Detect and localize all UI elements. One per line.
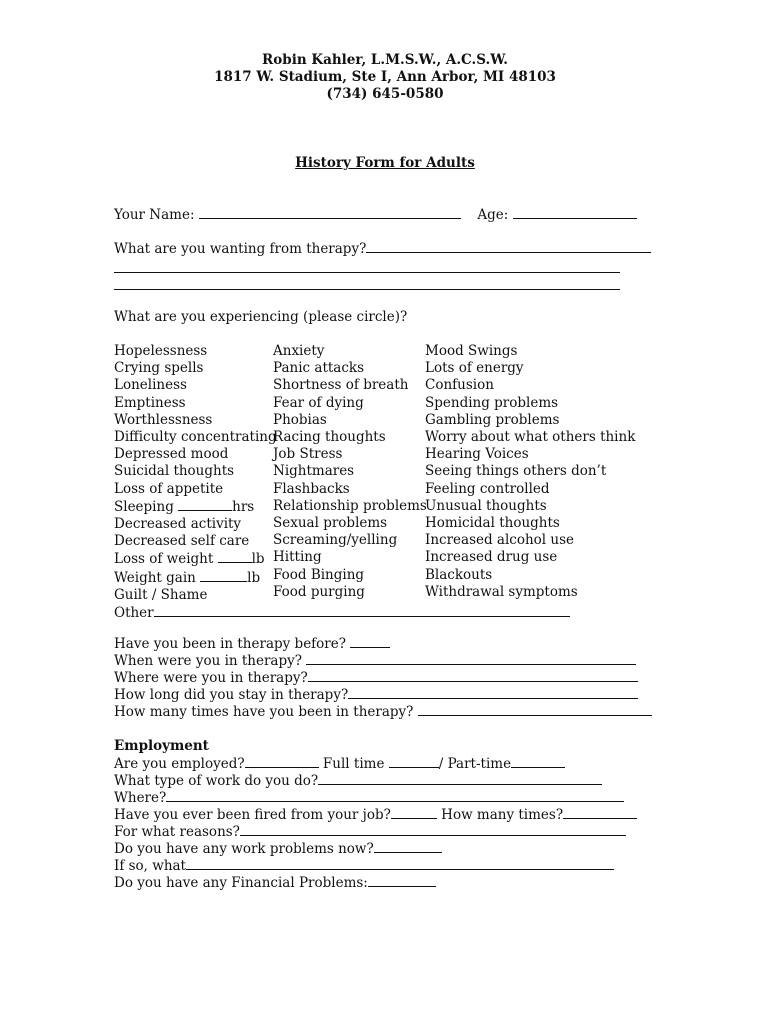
financial-field[interactable]: [368, 874, 436, 887]
therapy-before-field[interactable]: [350, 635, 390, 648]
symptom-item[interactable]: Decreased activity: [114, 516, 242, 533]
symptom-item-other[interactable]: Other: [114, 604, 570, 622]
symptom-item[interactable]: Nightmares: [273, 463, 355, 480]
symptom-column-3: [425, 343, 635, 601]
name-label: Your Name:: [114, 207, 195, 223]
symptom-item[interactable]: Crying spells: [114, 360, 204, 377]
symptom-item[interactable]: Suicidal thoughts: [114, 463, 235, 480]
employment-heading: Employment: [114, 738, 209, 754]
if-so-row: If so, what: [114, 857, 614, 875]
symptom-item[interactable]: Homicidal thoughts: [425, 515, 560, 532]
practice-phone: (734) 645-0580: [326, 86, 444, 102]
symptom-item[interactable]: Relationship problems: [273, 497, 427, 514]
fired-times-field[interactable]: [563, 806, 637, 819]
symptom-item[interactable]: Feeling controlled: [425, 480, 550, 497]
letterhead: [0, 52, 770, 103]
symptom-item[interactable]: Emptiness: [114, 394, 186, 411]
form-title: History Form for Adults: [295, 155, 475, 171]
work-where-field[interactable]: [166, 789, 624, 802]
symptom-item[interactable]: Anxiety: [273, 343, 325, 359]
symptom-item[interactable]: Phobias: [273, 411, 327, 428]
employed-field[interactable]: [245, 755, 319, 768]
name-age-row: [114, 206, 637, 224]
fired-field[interactable]: [391, 806, 437, 819]
age-label: Age:: [477, 207, 509, 223]
employed-row: Are you employed? Full time / Part-time: [114, 755, 565, 773]
therapy-how-many-field[interactable]: [418, 703, 652, 716]
sleeping-hours-field[interactable]: [178, 498, 232, 511]
wanting-line-3[interactable]: [114, 289, 620, 290]
symptom-item[interactable]: Lots of energy: [425, 360, 524, 377]
age-field[interactable]: [513, 206, 637, 219]
symptom-item[interactable]: Worthlessness: [114, 411, 213, 428]
symptom-item[interactable]: Hitting: [273, 549, 322, 566]
symptom-item[interactable]: Guilt / Shame: [114, 586, 208, 603]
work-type-field[interactable]: [318, 772, 602, 785]
symptom-column-2: [273, 343, 427, 601]
wanting-label: What are you wanting from therapy?: [114, 241, 367, 257]
practice-address: 1817 W. Stadium, Ste I, Ann Arbor, MI 48103: [214, 69, 556, 85]
fired-reasons-row: For what reasons?: [114, 823, 626, 841]
symptom-item[interactable]: Increased alcohol use: [425, 532, 575, 549]
symptom-item[interactable]: Loneliness: [114, 377, 187, 394]
therapy-where-row: Where were you in therapy?: [114, 669, 638, 687]
symptom-item[interactable]: Worry about what others think: [425, 429, 636, 446]
symptom-item[interactable]: Food Binging: [273, 566, 365, 583]
name-field[interactable]: [199, 206, 461, 219]
symptom-item[interactable]: Hopelessness: [114, 343, 208, 359]
symptom-item[interactable]: Sexual problems: [273, 515, 388, 532]
symptom-item[interactable]: Depressed mood: [114, 446, 229, 463]
practitioner-name: Robin Kahler, L.M.S.W., A.C.S.W.: [262, 52, 508, 68]
work-where-row: Where?: [114, 789, 624, 807]
weight-gain-field[interactable]: [200, 569, 247, 582]
therapy-how-long-row: How long did you stay in therapy?: [114, 686, 638, 704]
symptom-item[interactable]: Spending problems: [425, 394, 559, 411]
symptom-item[interactable]: Withdrawal symptoms: [425, 583, 578, 600]
symptom-item[interactable]: Mood Swings: [425, 343, 518, 359]
symptom-item[interactable]: Gambling problems: [425, 411, 560, 428]
therapy-when-field[interactable]: [306, 652, 636, 665]
fired-row: Have you ever been fired from your job? How many times?: [114, 806, 637, 824]
symptom-item[interactable]: Increased drug use: [425, 549, 558, 566]
fired-reasons-field[interactable]: [240, 823, 626, 836]
work-type-row: What type of work do you do?: [114, 772, 602, 790]
symptom-item[interactable]: Decreased self care: [114, 533, 250, 550]
symptom-item-sleeping[interactable]: Sleeping hrs: [114, 498, 255, 515]
full-time-field[interactable]: [389, 755, 439, 768]
if-so-field[interactable]: [186, 857, 614, 870]
symptom-item[interactable]: Confusion: [425, 377, 494, 394]
symptom-item[interactable]: Loss of appetite: [114, 480, 224, 497]
symptom-item[interactable]: Screaming/yelling: [273, 532, 398, 549]
therapy-where-field[interactable]: [308, 669, 638, 682]
work-problems-field[interactable]: [374, 840, 442, 853]
other-symptom-field[interactable]: [154, 604, 570, 617]
therapy-before-row: Have you been in therapy before?: [114, 635, 390, 653]
therapy-how-long-field[interactable]: [348, 686, 638, 699]
symptom-item[interactable]: Unusual thoughts: [425, 497, 547, 514]
symptom-item[interactable]: Racing thoughts: [273, 429, 386, 446]
symptom-item-loss-of-weight[interactable]: Loss of weight lb: [114, 551, 265, 568]
symptom-item[interactable]: Difficulty concentrating: [114, 429, 277, 446]
experiencing-label: What are you experiencing (please circle)?: [114, 309, 408, 325]
financial-row: Do you have any Financial Problems:: [114, 874, 436, 892]
part-time-field[interactable]: [511, 755, 565, 768]
symptom-item[interactable]: Blackouts: [425, 566, 493, 583]
symptom-item[interactable]: Job Stress: [273, 446, 343, 463]
wanting-row: [114, 240, 651, 258]
weight-loss-field[interactable]: [218, 550, 252, 563]
therapy-how-many-row: How many times have you been in therapy?: [114, 703, 652, 721]
therapy-when-row: When were you in therapy?: [114, 652, 636, 670]
work-problems-row: Do you have any work problems now?: [114, 840, 442, 858]
symptom-item[interactable]: Flashbacks: [273, 480, 350, 497]
symptom-item[interactable]: Hearing Voices: [425, 446, 529, 463]
symptom-item-weight-gain[interactable]: Weight gain lb: [114, 569, 261, 586]
wanting-field[interactable]: [366, 240, 651, 253]
symptom-item[interactable]: Panic attacks: [273, 360, 365, 377]
symptom-item[interactable]: Fear of dying: [273, 394, 364, 411]
symptom-item[interactable]: Seeing things others don’t: [425, 463, 607, 480]
wanting-line-2[interactable]: [114, 272, 620, 273]
symptom-item[interactable]: Shortness of breath: [273, 377, 409, 394]
symptom-item[interactable]: Food purging: [273, 583, 365, 600]
